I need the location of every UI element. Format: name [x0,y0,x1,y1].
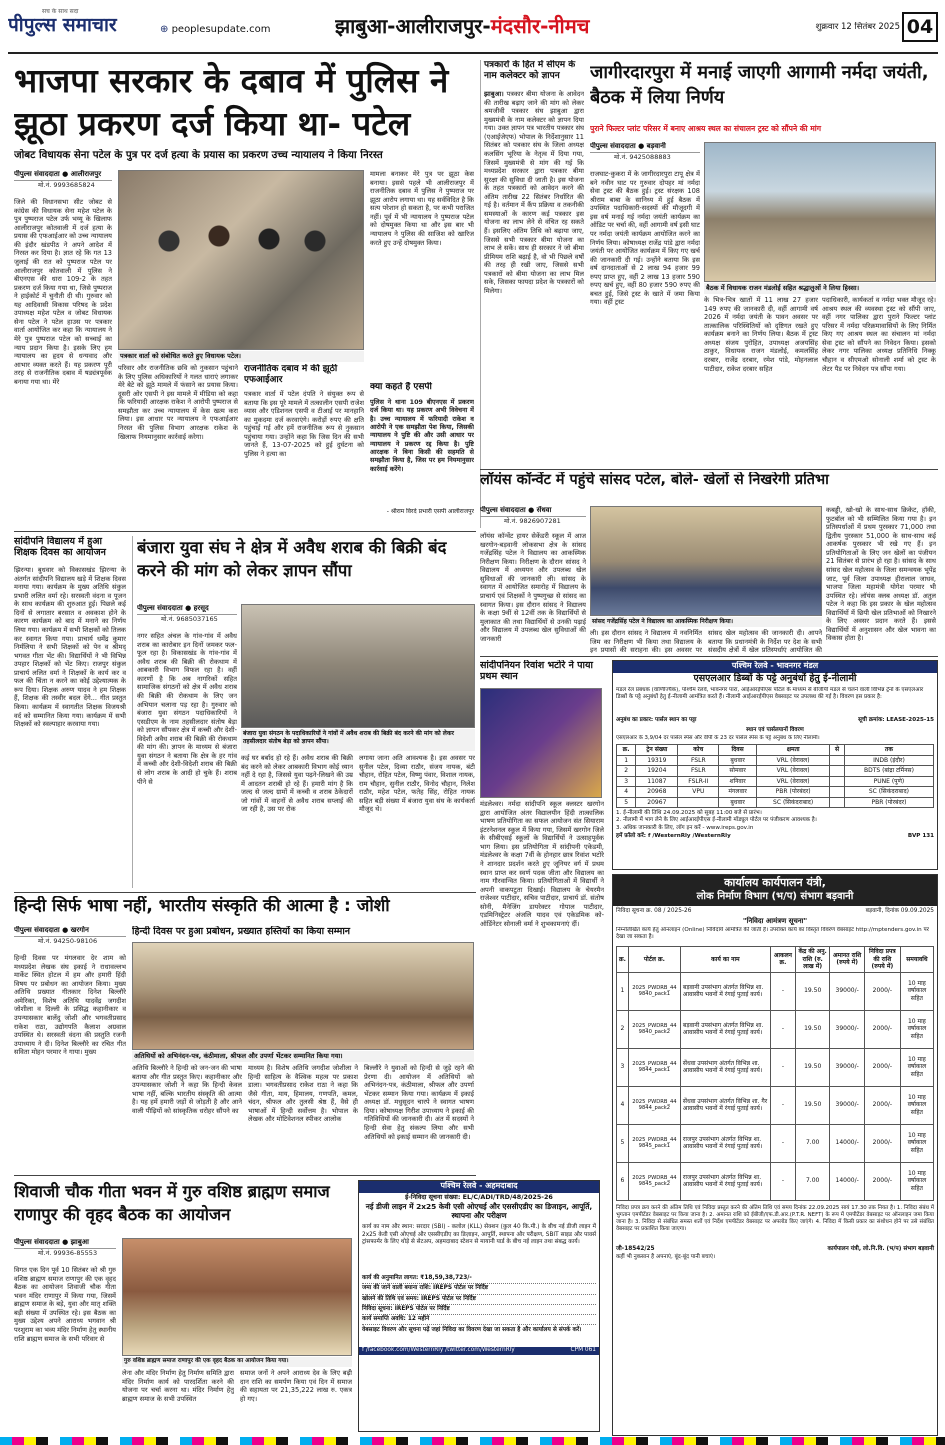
ad-bhavnagar-table-cell: बुधवार [719,797,757,808]
ad-bhavnagar [612,660,938,870]
sp-signoff: - श्रीराम विरदे प्रभारी एसपी आलीराजपुर [386,508,474,515]
shivaji-col-2: लेना और मंदिर निर्माण हेतु निर्माण समिति द्वारा मंदिर निर्माण कार्य को पारदर्शिता करने की योजना पर चर्चा करना था। मंदिर निर्माण हेतु ब्राह्मण समाज के सभी उपस्थित [122,1369,234,1403]
ad-ahmedabad-lines [359,1274,599,1325]
ad-pwd-table-col-header: अमानत राशि (रुपये में) [830,947,865,973]
ad-bhavnagar-title: एसएलआर डिब्बों के पट्टे अनुबंधों हेतु ई-नीलामी [693,673,857,684]
ad-pwd-table-cell: 2000/- [864,1048,900,1086]
ad-bhavnagar-table-col-header: दिवस [719,745,757,756]
logo-tagline: सच के साथ सदा [42,8,79,15]
ad-bhavnagar-table-cell: SC (सिकंदराबाद) [757,797,830,808]
ad-bhavnagar-table-cell: 4 [617,787,636,798]
hindi-col-1: हिन्दी दिवस पर मंगलवार देर शाम को मध्यप्रदेश लेखक संघ इकाई ने राधावल्लभ मार्केट स्थित होटल में हम और हमारी हिंदी विषय पर प्रबोधन का आयोजन किया। मुख्य अतिथि प्रख्यात गीतकार दिनेश बिल्लौरे अमेरिका, विशेष अतिथि यादवेंद्र जगदीश जोशीला व दिल्ली के प्रसिद्ध कहानीकार व उपन्यासकार बालेंदु जोशी और भगवतीप्रसाद राकेश राठा, उद्योगपति कैलाश अग्रवाल उपस्थित थे। सरस्वती वंदना की प्रस्तुति रजनी उपाध्याय ने दी। दिनेश बिल्लौरे का रचित गीत सविता मोहन परमार ने गाया। मुख्य [14,954,126,1057]
lead-subhead-2: राजनीतिक दबाव में की झूठी एफआईआर [244,364,338,385]
ad-pwd-table-col-header: केंद्र की अनु. राशि (रु. लाख में) [796,947,830,973]
ad-ahmedabad-line: खोलने की तिथि एवं समय: IREPS पोर्टल पर निर्दिष्ट [362,1295,596,1305]
photo-people-shapes [139,211,339,311]
lions-headline: लॉयंस कॉन्वेंट में पहुंचे सांसद पटेल, बोले- खेलों से निखरेगी प्रतिभा [480,472,829,488]
ad-pwd-table-cell: 7.00 [796,1162,830,1200]
ad-pwd-table-cell: 10 माह वर्षाकाल सहित [900,1162,933,1200]
ad-bhavnagar-table-cell: SC (सिकंदराबाद) [844,787,933,798]
ad-bhavnagar-table-cell: 19204 [636,766,678,777]
ad-pwd-table-col-header: समयावधि [900,947,933,973]
lions-mobile: मो.नं. 9826907281 [504,516,561,525]
ad-bhavnagar-table-row [617,766,934,777]
ad-bhavnagar-table-cell: PBR (पोरबंदर) [844,797,933,808]
ad-pwd-table-row [617,1124,934,1162]
narmada-col-3: पदाधिकारी, कार्यकर्ता व नर्मदा भक्त मौजूद रहे। आश्रय स्थल की व्यवस्था ट्रस्ट को सौंपी जाए, वहीं नगर पालिका द्वारा पुराने फिल्टर प्लांट परिसर में नर्मदा परिक्रमावासियों के लिए निर्मित किए गए आश्रय स्थल का संचालन मां नर्मदा सेवा ट्रस्ट को सौंपने का निवेदन किया। इसको लेकर नगर पालिका अध्यक्ष प्रतिनिधि निक्कू चौहान व सीएमओ सोनाली शर्मा को ट्रस्ट के लेटर पैड पर निवेदन पत्र सौंपा गया। [822,296,936,373]
lions-col-2: ली। इस दौरान सांसद ने विद्यालय में नवनिर्मित जिम का निरीक्षण भी किया तथा विद्यालय के इन प्रयासों की सराहना की। इस अवसर पर [590,629,702,654]
divider-banjara-hindi [14,892,476,893]
press-text: झाबुआ। पत्रकार बीमा योजना के आवेदन की तारीख बढ़ाए जाने की मांग को लेकर श्रमजीवी पत्रकार संघ झाबुआ द्वारा मुख्यमंत्री के नाम कलेक्टर को ज्ञापन दिया गया। उक्त ज्ञापन पत्र भारतीय पत्रकार संघ (एआईजेएफ) भोपाल के निर्देशानुसार 11 सितंबर को पत्रकार संघ के जिला अध्यक्ष कलसिंग भूरिया के नेतृत्व में दिया गया, जिसमें मुख्यमंत्री से मांग की गई कि मध्यप्रदेश सरकार द्वारा पत्रकार बीमा सुरक्षा की सुविधा दी जाती है। इस योजना के तहत पत्रकारों को आवेदन करने की अंतिम तारीख 22 सितंबर निर्धारित की गई है। वर्तमान में कैंप प्रक्रिया व तकनीकी समस्याओं के कारण कई पत्रकार इस योजना का लाभ लेने से वंचित रह सकते हैं। इसलिए अंतिम तिथि को बढ़ाया जाए, जिससे सभी पत्रकार बीमा योजना का लाभ ले सकें। साथ ही सरकार ने जो बीमा प्रीमियम राशि बढ़ाई है, वो भी पिछले वर्षों की तरह ही रखी जाए, जिससे सभी पत्रकारों को बीमा योजना का लाभ मिल सके, जिसका फायदा प्रदेश के पत्रकारों को मिलेगा। [484,90,584,295]
ad-bhavnagar-sub: स्थान एवं पार्सलयानों विवरण [746,727,804,733]
ad-pwd-table-row [617,1086,934,1124]
hindi-col-4: बिल्लौरे ने युवाओं को हिन्दी से जुड़े रहने की प्रेरणा दी। आयोजन में अतिथियों को अभिनंदन-पत्र, कंठीमाला, श्रीफल और उपर्णा भेंटकर सम्मान किया गया। कार्यक्रम में इकाई अध्यक्ष डॉ. मधुसूदन चारपे ने स्वागत भाषण दिया। कोषाध्यक्ष गिरीश उपाध्याय ने इकाई की गतिविधियों की जानकारी दी। अंत में सदस्यों ने हिन्दी सेवा हेतु संकल्प लिया और सभी अतिथियों को इकाई सम्मान की जानकारी दी। [364,1064,474,1141]
ad-pwd-refline: निविदा सूचना क्र. 08 / 2025-26 बड़वानी, दिनांक 09.09.2025 [616,908,934,914]
ad-pwd-table-cell: 2025_PWDRB_449845_pack1 [628,1124,680,1162]
hindi-story [14,896,476,1172]
shivaji-col-3: समाज जनों ने अपने आराध्य देव के लिए बढ़ी दान राशि का समर्पण किया एवं दिन में समाज की सहायता पर 21,35,222 लाख रु. एकत्र हो गए। [240,1369,352,1403]
narmada-photo-caption: बैठक में विधायक राजन मंडलोई सहित श्रद्धालुओं ने लिया हिस्सा। [704,283,936,294]
ad-pwd-table-cell: 39000/- [830,1086,865,1124]
banjara-col-3: लगाया जाना अति आवश्यक है। इस अवसर पर सुनील पटेल, दिव्या राठौर, संजय नायक, बंटी चौहान, रोहित पटेल, विष्णु पंवार, विशाल नायक, राम चौहान, सुनील राठौर, विनोद चौहान, निलेश राठौर, महेश पटेल, फतेह सिंह, रोहित नायक सहित बड़ी संख्या में बंजारा युवा संघ के कार्यकर्ता मौजूद थे। [359,754,475,814]
ad-pwd-table-cell: राजपुर उपसंभाग अंतर्गत विभिन्न शा. आवासीय भवनों में रंगाई पुताई कार्य। [680,1124,770,1162]
edition-title-red: मंदसौर-नीमच [490,14,590,38]
ad-pwd-table-cell: 7.00 [796,1124,830,1162]
ad-bhavnagar-table-cell [830,787,845,798]
banjara-photo [241,604,475,728]
shivaji-photo [122,1238,352,1356]
ad-pwd-table-cell: 2025_PWDRB_449844_pack2 [628,1086,680,1124]
shivaji-story [14,1180,354,1432]
ad-pwd-table-cell: 2000/- [864,1086,900,1124]
shivaji-headline: शिवाजी चौक गीता भवन में गुरु वशिष्ठ ब्राह्मण समाज राणापुर की वृहद बैठक का आयोजन [14,1182,330,1225]
ad-pwd-title-1: कार्यालय कार्यपालन यंत्री, [613,875,937,891]
sp-box-text: पुलिस ने थाना 109 बीएनएस में प्रकरण दर्ज किया था। यह प्रकरण अभी विवेचना में है। उच्च न्यायालय में फरियादी राकेश व आरोपी ने एक समझौता पेश किया, जिसकी न्यायालय ने पुष्टि की और उसी आधार पर न्यायालय ने प्रकरण रद्द किया है। पुष्टि आरक्षक ने बिना किसी की सहमति से समझौता किया है, जिस पर हम नियमानुसार कार्रवाई करेंगे। [370,398,474,473]
sandipanian-text: मंडलेश्वर। नर्मदा सांदीपनि स्कूल क्लस्टर खरगोन द्वारा आयोजित अंतर विद्यालयीन हिंदी तात्कालिक भाषण प्रतियोगिता का सफल आयोजन संत सियाराम इंटरनेशनल स्कूल में किया गया, जिसमें खरगोन जिले के सीबीएसई स्कूलों के विद्यार्थियों ने उत्साहपूर्वक भाग लिया। इस प्रतियोगिता में सांदीपनी एकेडमी, मंडलेश्वर के कक्षा 7वीं के होनहार छात्र रिवांश भटोरे ने शानदार प्रदर्शन करते हुए जूनियर वर्ग में प्रथम स्थान प्राप्त कर स्वर्ण पदक जीता और विद्यालय का नाम गौरवान्वित किया। प्रतियोगिताओं में विद्यार्थी ने अपनी वाकपटुता दिखाई। विद्यालय के चेयरमैन राजेश्वर पाटीदार, सचिव पाटीदार, प्राचार्य डॉ. संतोष सोनी, मैनेजिंग डायरेक्टर गोपाल पाटीदार, एडमिनिस्ट्रेटर अंजलि यादव एवं एकेडमिक को-ऑर्डिनेटर सोनाली वर्मा ने शुभकामनाएं दीं। [480,800,604,928]
narmada-story [590,60,938,468]
banjara-headline: बंजारा युवा संघ ने क्षेत्र में अवैध शराब की बिक्री बंद करने की मांग को लेकर ज्ञापन सौंपा [137,538,447,581]
ad-bhavnagar-table-cell: FSLR [678,766,719,777]
divider-lead-bottom [14,531,476,532]
ad-ahmedabad-line: कार्य समाप्ति अवधि: 12 महीने [362,1315,596,1325]
ad-bhavnagar-table-cell: 20967 [636,797,678,808]
hindi-mobile: मो.नं. 94250-98106 [38,936,98,945]
ad-bhavnagar-table-cell [830,766,845,777]
lead-photo-caption: पत्रकार वार्ता को संबोधित करते हुए विधायक पटेल। [118,351,364,362]
sandipanian-story [480,660,604,1250]
narmada-col-2: के भित्र-भित्र खातों में 11 लाख 27 हजार 149 रुपए की जानकारी दी, वहीं आगामी वर्ष 2026 में नर्मदा जयंती के पावन अवसर पर तात्कालिक परिस्थितियों को दृष्टिगत रखते हुए कार्यक्रम बनाने का निर्णय लिया। बैठक में ट्रस्ट अध्यक्ष संजय पुरोहित, उपाध्यक्ष अजयसिंह ठाकुर, विधायक राजन मंडलोई, कमलसिंह दरबार, राजेंद्र दरबार, रमेश पांडे, मोहनलाल पाटीदार, राकेश दरबार सहित [704,296,818,373]
lead-col-1: जिले की विधानसभा सीट जोबट से कांग्रेस की विधायक सेना महेश पटेल के पुत्र पुष्पराज पटेल उर्फ भय्यू के खिलाफ आलीराजपुर कोतवाली में दर्ज हत्या के प्रयास की एफआईआर को उच्च न्यायालय की इंदौर खंडपीठ ने अपने आदेश में निरस्त कर दिया है। ज्ञात रहे कि गत 13 जुलाई की रात को पुष्पराज पटेल पर आलीराजपुर कोतवाली में पुलिस ने बीएनएस की धारा 109-2 के तहत प्रकरण दर्ज किया गया था, जिसे पुष्पराज ने हाईकोर्ट में चुनौती दी थी। गुरुवार को यह आदिवासी विकास परिषद के प्रदेश उपाध्यक्ष महेश पटेल व जोबट विधायक सेना पटेल ने पटेल हाउस पर पत्रकार वार्ता आयोजित कर कहा कि न्यायालय ने मेरे पुत्र पुष्पराज पटेल को सच्चाई का न्याय प्रदान किया है। इसके लिए हम न्यायालय का हृदय से धन्यवाद और आभार व्यक्त करते हैं। यह प्रकरण पूरी तरह से राजनीतिक दबाव में षड्यंत्रपूर्वक बनाया गया था। मेरे [14,198,112,386]
ad-ahmedabad-footer-note: वेबसाइट विवरण और सूचना पढ़ें जहां निविदा का विवरण देखा जा सकता है और कार्यालय से संपर्क करें। [362,1327,582,1334]
shivaji-mobile: मो.नं. 99936-85553 [38,1248,98,1257]
ad-bhavnagar-note: 3. अधिक जानकारी के लिए, लॉग इन करें - www.ireps.gov.in [616,824,754,831]
hindi-byline: पीपुल्स संवाददाता ● खरगोन [14,926,126,937]
banjara-byline-block [137,604,237,630]
ad-bhavnagar-table-cell: VRL (वेरावल) [757,766,830,777]
ad-pwd-table-cell: 3 [617,1048,629,1086]
narmada-byline: पीपुल्स संवाददाता ● बड़वानी [590,142,700,153]
narmada-headline: जागीरदारपुरा में मनाई जाएगी आगामी नर्मदा जयंती, बैठक में लिया निर्णय [590,62,929,109]
ad-pwd-table-cell: 2025_PWDRB_449840_pack2 [628,1010,680,1048]
ad-pwd-table-cell: 6 [617,1162,629,1200]
ad-pwd-table-cell: बड़वानी उपसंभाग अंतर्गत विभिन्न शा. आवासीय भवनों में रंगाई पुताई कार्य। [680,972,770,1010]
ad-bhavnagar-note: 1. ई-नीलामी की तिथि 24.09.2025 को सुबह 11:00 बजे से प्रारंभ। [616,810,762,816]
ad-pwd-table-cell: 14000/- [830,1124,865,1162]
ad-bhavnagar-org: पश्चिम रेलवे - भावनगर मंडल [613,661,937,673]
ad-bhavnagar-table-cell: 3 [617,776,636,787]
shivaji-photo-caption: गुरु वशिष्ठ ब्राह्मण समाज राणापुर की एक वृहद बैठक का आयोजन किया गया। [122,1357,352,1367]
narmada-col-1: राजघाट-कुकरा में के जागीरदारपुरा टापू क्षेत्र में बने नवीन घाट पर गुरुवार दोपहर मां नर्मदा सेवा ट्रस्ट की बैठक हुई। ट्रस्ट संरक्षक 108 श्रीराम बाबा के सानिध्य में हुई बैठक में उपस्थित पदाधिकारी-सदस्यों की मौजूदगी में इस वर्ष मनाई गई नर्मदा जयंती कार्यक्रम का ऑडिट पर चर्चा की, वहीं आगामी वर्ष इसी घाट पर नर्मदा जयंती कार्यक्रम आयोजित करने का निर्णय लिया। कोषाध्यक्ष राजेंद्र पांडे द्वारा नर्मदा जयंती पर आयोजित कार्यक्रम में किए गए खर्च की जानकारी दी गई। उन्होंने बताया कि इस वर्ष दानदाताओं से 2 लाख 94 हजार 99 रुपए प्राप्त हुए, वहीं 2 लाख 13 हजार 590 रुपए खर्च हुए, वहीं 80 हजार 590 रुपए की बचत हुई, जिसे ट्रस्ट के खाते में जमा किया गया। वहीं ट्रस्ट [590,170,700,307]
shivaji-col-1: विगत एक दिन पूर्व 10 सितंबर को श्री गुरु वशिष्ठ ब्राह्मण समाज राणापुर की एक वृहद बैठक का आयोजन शिवाजी चौक गीता भवन मंदिर राणापुर में किया गया, जिसमें ब्राह्मण समाज के बड़े, युवा और मातृ शक्ति बड़ी संख्या में उपस्थित रहे। इस बैठक का मुख्य उद्देश्य अपने आराध्य भगवान श्री परशुराम का भव्य मंदिर निर्माण हेतु स्थानीय राशि ब्राह्मण समाज के सभी परिवार से [14,1266,116,1343]
press-story [480,60,584,528]
lead-subhead: जोबट विधायक सेना पटेल के पुत्र पर दर्ज हत्या के प्रयास का प्रकरण उच्च न्यायालय ने किया निरस्त [14,149,383,161]
ad-pwd-table-cell: सेंधवा उपसंभाग अंतर्गत विभिन्न शा. गैर आवासीय भवनों में रंगाई पुताई कार्य। [680,1086,770,1124]
ad-bhavnagar-table-row [617,755,934,766]
ad-bhavnagar-table-cell: 1 [617,755,636,766]
ad-bhavnagar-table-cell: 19319 [636,755,678,766]
ad-bhavnagar-table-cell: VPU [678,787,719,798]
ad-ahmedabad-line: जमा की जाने वाली बयाना राशि: IREPS पोर्टल पर निर्दिष्ट [362,1284,596,1294]
ad-bhavnagar-table-cell [830,755,845,766]
ad-bhavnagar-table-row [617,797,934,808]
lead-col-4: पत्रकार वार्ता में पटेल दंपति ने संयुक्त रूप से बताया कि इस पूरे मामले में तत्कालीन एसपी राजेश व्यास और एडिशनल एसपी व टीआई पर मानहानि का मुकदमा दर्ज करवाएंगे। करोड़ों रुपए की क्षति पहुंचाई गई और हमें राजनीतिक रूप से नुकसान पहुंचाया गया। उन्होंने कहा कि जिस दिन की सभी जानते हैं, 13-07-2025 को हुई दुर्घटना को पुलिस ने हत्या का [244,390,364,458]
divider-lions-siddhi [480,656,938,657]
banjara-col-1: नगर सहित अंचल के गांव-गांव में अवैध शराब का कारोबार इन दिनों जमकर फल-फूल रहा है। विकासखंड के गांव-गांव में अवैध शराब की बिक्री की रोकथाम में आबकारी विभाग विफल रहा है। वहीं कारणों है कि अब नागरिकों सहित सामाजिक संगठनों को क्षेत्र में अवैध शराब की बिक्री की रोकथाम के लिए जन अभियान चलाना पड़ रहा है। गुरुवार को बंजारा युवा संगठन पदाधिकारियों ने एसडीएम के नाम तहसीलदार संतोष बेड़ा को ज्ञापन सौंपकर क्षेत्र में कच्ची और देशी-विदेशी अवैध शराब की बिक्री की रोकथाम की मांग की। ज्ञापन के माध्यम से बंजारा युवा संगठन ने बताया कि क्षेत्र के हर गांव में कच्ची और देशी-विदेशी शराब की बिक्री से लोग शराब के आदी हो चुके हैं। शराब पीने से [137,632,237,786]
ad-pwd-table-cell: 10 माह वर्षाकाल सहित [900,1086,933,1124]
lead-byline-block [14,170,112,196]
ad-pwd-table-cell: 2025_PWDRB_449840_pack1 [628,972,680,1010]
lions-byline-block [480,506,586,530]
ad-bhavnagar-intro: मंडल रेल प्रबंधक (वाणिज्यिक), पश्चिम रेलवे, भावनगर पारा, आईआरईपीएस पोर्टल के माध्यम से बीजीपी मंडल से चलने वाली विभिन्न ट्रेनों के एसएलआर डिब्बों के पट्टे अनुबंधों हेतु ई-नीलामी आमंत्रित करते हैं। नीलामी आईआरईपीएस वेबसाइट पर उपलब्ध की गई है। विवरण इस प्रकार है: [616,687,924,700]
ad-ahmedabad-org: पश्चिम रेलवे - अहमदाबाद [359,1181,599,1193]
banjara-col-2: कई घर बर्बाद हो रहे हैं। अवैध शराब की बिक्री बंद करने को लेकर आबकारी विभाग कोई ध्यान नहीं दे रहा है, जिससे युवा पढ़ने-लिखने की उम्र में आदतन शराबी हो रहे हैं। हमारी मांग है कि जल्द से जल्द ग्रामों में कच्ची व शराब ठेकेदारों जो गांवों में वाहनों से अवैध शराब सप्लाई की जा रही है, उस पर रोक [241,754,353,814]
date-line: शुक्रवार 12 सितंबर 2025 [815,22,900,32]
ad-pwd-table-row [617,1010,934,1048]
ad-bhavnagar-table-col-header: ट्रेन संख्या [636,745,678,756]
ad-bhavnagar-table-cell: सोमवार [719,766,757,777]
ad-bhavnagar-table-col-header: क्षमता [757,745,830,756]
ad-bhavnagar-table-cell: VRL (वेरावल) [757,755,830,766]
ad-bhavnagar-table-col-header: से [830,745,845,756]
lions-col-1: लॉयंस कॉन्वेंट हायर सेकेंडरी स्कूल में आज खरगोन-बड़वानी लोकसभा क्षेत्र के सांसद गजेंद्रसिंह पटेल ने विद्यालय का आकस्मिक निरीक्षण किया। निरीक्षण के दौरान सांसद ने विद्यालय में अध्ययन और उपलब्ध खेल सुविधाओं की जानकारी ली। सांसद के स्वागत में आयोजित समारोह में विद्यालय के प्राचार्य एवं शिक्षकों ने पुष्पगुच्छ से सांसद का स्वागत किया। इस दौरान सांसद ने विद्यालय के कक्षा 9वीं से 12वीं तक के विद्यार्थियों से मुलाकात की तथा विद्यार्थियों से उनकी पढ़ाई और विद्यालय में उपलब्ध खेल सुविधाओं की जानकारी [480,532,586,643]
banjara-mobile: मो.नं. 9685037165 [161,614,218,623]
ad-bhavnagar-table-cell: VRL (वेरावल) [757,776,830,787]
ad-pwd-table-cell: - [770,1086,795,1124]
ad-pwd-table-cell: 10 माह वर्षाकाल सहित [900,972,933,1010]
ad-pwd-note: कहीं भी नुकसान है अपनाएं, बूंद-बूंद पानी बचाएं। [616,1253,716,1260]
ad-bhavnagar-table-cell: बुधवार [719,755,757,766]
ad-bhavnagar-table-cell: PUNE (पुणे) [844,776,933,787]
ad-pwd-table-cell: 39000/- [830,1010,865,1048]
edition-title [335,14,795,44]
ad-pwd-table-cell: 2025_PWDRB_449844_pack1 [628,1048,680,1086]
ad-pwd-table-cell: 19.50 [796,1086,830,1124]
ad-pwd-table-cell: 2000/- [864,1010,900,1048]
lead-story [14,60,476,528]
ad-pwd-footer: जी-18542/25 कार्यपालन यंत्री, लो.नि.वि. (भ/प) संभाग बड़वानी [616,1245,934,1252]
ad-bhavnagar-table-cell: INDB (इंदौर) [844,755,933,766]
ad-ahmedabad-line: कार्य की अनुमानित लागत: ₹18,59,38,723/- [362,1274,596,1284]
logo-text: पीपुल्स समाचार [8,13,117,36]
hindi-headline: हिन्दी सिर्फ भाषा नहीं, भारतीय संस्कृति की आत्मा है : जोशी [14,896,390,916]
ad-pwd-table-row [617,972,934,1010]
ad-bhavnagar-notes [613,809,937,833]
masthead-rule [8,52,938,54]
ad-pwd-table-cell: 1 [617,972,629,1010]
ad-bhavnagar-table-cell: 2 [617,766,636,777]
hindi-col-2: अतिथि बिल्लौरे ने हिन्दी को जन-जन की भाषा बताया और गीत प्रस्तुत किए। कहानीकार और उपन्यासकार जोशी ने कहा कि हिन्दी केवल भाषा नहीं, बल्कि भारतीय संस्कृति की आत्मा है। यह हमें हमारी जड़ों से जोड़ती है और आने वाली पीढ़ियों को सांस्कृतिक धरोहर सौंपने का [132,1064,242,1115]
banjara-byline: पीपुल्स संवाददाता ● हरसूद [137,604,237,615]
ad-bhavnagar-table-row [617,776,934,787]
lead-byline: पीपुल्स संवाददाता ● आलीराजपुर [14,170,112,181]
lions-col-4: कबड्डी, खो-खो के साथ-साथ क्रिकेट, हॉकी, फुटबॉल को भी सम्मिलित किया गया है। इन प्रतिस्पर्धाओं में प्रथम पुरस्कार 71,000 तथा द्वितीय पुरस्कार 51,000 के साथ-साथ कई आकर्षक पुरस्कार भी रखे गए हैं। इन प्रतियोगिताओं के लिए जन खेलों का पंजीयन 21 सितंबर से प्रारंभ हो रहा है। सांसद के साथ सांसद खेल महोत्सव के जिला समन्वयक भूपेंद्र जाट, पूर्व जिला उपाध्यक्ष हीरालाल जाधव, भाजपा जिला महामंत्री योगेश परमार भी उपस्थित रहे। लॉयंस क्लब अध्यक्ष डॉ. अतुल पटेल ने कहा कि इस प्रकार के खेल महोत्सव विद्यार्थियों में छिपी खेल प्रतिभाओं को निखारने के लिए अवसर प्रदान करते हैं। इससे विद्यार्थियों में अनुशासन और खेल भावना का विकास होता है। [826,506,936,643]
ad-bhavnagar-period: एसएलआर के 3,9/04 दर पार्सल स्पेस और वीपी के 23 दर पार्सल स्पेस के पट्टे अनुबंध के लिए नीलामी। [616,735,820,741]
ad-bhavnagar-table-col-header: कोच [678,745,719,756]
ad-bhavnagar-table-cell: 20968 [636,787,678,798]
banjara-story [132,536,476,888]
ad-pwd-intro: निम्नलिखित कार्य हेतु ऑनलाइन (Online) निविदायें आमंत्रित की जाती हैं। उपरोक्त कार्य का विस्तृत विवरण वेबसाइट http://mptenders.gov.in पर देखा जा सकता है। [616,927,929,940]
ad-pwd-table-cell: 19.50 [796,1010,830,1048]
lead-headline: भाजपा सरकार के दबाव में पुलिस ने झूठा प्रकरण दर्ज किया था- पटेल [14,61,449,143]
hindi-subhead: हिन्दी दिवस पर हुआ प्रबोधन, प्रख्यात हस्तियों का किया सम्मान [132,926,351,937]
narmada-byline-block [590,142,700,168]
ad-pwd-table-cell: 19.50 [796,972,830,1010]
hindi-byline-block [14,926,126,952]
ad-pwd-terms: निविदा प्रपत्र क्रय करने की अंतिम तिथि एवं निविदा प्रस्तुत करने की अंतिम तिथि एवं समय दिनांक 22.09.2025 सायं 17.30 तक नियत है। 1. निविदा संबंध में भुगतान एमपीटेंडर वेबसाइट पर किया जाना है। 2. अमानत राशि को ईबीजी/एफ.डी.आर.(P.T.R. NEFT) के रूप में एमपीटेंडर वेबसाइट पर ऑनलाइन जमा किया जाना है। 3. निविदा से संबंधित समस्त शर्तों एवं निर्देश एमपीटेंडर वेबसाइट पर अपलोड किए जाएंगे। 4. निविदा में किसी प्रकार का संशोधन होने पर उसे संबंधित वेबसाइट पर प्रकाशित किया जाएगा। [616,1204,934,1232]
ad-pwd-table-col-header: निविदा प्रपत्र की राशि (रुपये में) [864,947,900,973]
ad-bhavnagar-table-cell: 5 [617,797,636,808]
ad-bhavnagar-footer: हमें फ़ॉलो करें: f /WesternRly /WesternRly BVP 131 [616,832,934,839]
ad-pwd-table-cell: 10 माह वर्षाकाल सहित [900,1048,933,1086]
ad-pwd-table-cell: 2000/- [864,972,900,1010]
lions-col-3: सांसद खेल महोत्सव की जानकारी दी। आपने बताया कि प्रधानमंत्री के निर्देश पर देश के सभी संसदीय क्षेत्रों में खेल प्रतिस्पर्धाएं आयोजित की [708,629,822,654]
website-link[interactable]: ⊕ peoplesupdate.com [160,24,271,35]
ad-pwd-table-cell: 4 [617,1086,629,1124]
ad-pwd-table-cell: बड़वानी उपसंभाग अंतर्गत विभिन्न शा. आवासीय भवनों में रंगाई पुताई कार्य। [680,1010,770,1048]
lions-byline: पीपुल्स संवाददाता ● सेंधवा [480,506,586,517]
ad-bhavnagar-table-cell: मंगलवार [719,787,757,798]
ad-bhavnagar-note: 2. नीलामी में भाग लेने के लिए आईआरईपीएस ई-नीलामी मॉड्यूल पोर्टल पर पंजीकरण आवश्यक है। [616,817,817,824]
lead-col-3: मामला बनाकर मेरे पुत्र पर झूठा केस बनाया। इससे पहले भी आलीराजपुर में राजनीतिक दबाव में पुलिस ने पुष्पराज पर झूठा आरोप लगाया था। यह सर्वविदित है कि सत्य परेशान हो सकता है, पर कभी पराजित नहीं। पूर्व में भी न्यायालय ने पुष्पराज पटेल को दोषमुक्त किया था और इस बार भी न्यायालय ने पुलिस की साजिश को खारिज करते हुए उन्हें दोषमुक्त किया। [370,170,474,247]
ad-pwd-table-row [617,1162,934,1200]
hindi-photo [132,942,474,1050]
ad-bhavnagar-table-cell [678,797,719,808]
ad-bhavnagar-table-row [617,787,934,798]
sandipanian-photo [480,688,602,798]
banjara-photo-caption: बंजारा युवा संगठन के पदाधिकारियों ने गांवों में अवैध शराब की बिक्री बंद करने की मांग को लेकर तहसीलदार संतोष बेड़ा को ज्ञापन सौंपा। [241,729,475,751]
ad-pwd [612,874,938,1436]
ad-bhavnagar-table-cell [830,797,845,808]
ad-pwd-table-row [617,1048,934,1086]
ad-pwd-table-col-header: आकलन क्र. [770,947,795,973]
ad-pwd-table-cell: सेंधवा उपसंभाग अंतर्गत विभिन्न शा. आवासीय भवनों में रंगाई पुताई कार्य। [680,1048,770,1086]
ad-pwd-table-cell: 2 [617,1010,629,1048]
ad-pwd-table-cell: 39000/- [830,972,865,1010]
ad-bhavnagar-table-cell: 11087 [636,776,678,787]
ad-pwd-table-cell: - [770,1010,795,1048]
ad-pwd-table-cell: - [770,972,795,1010]
ad-ahmedabad [358,1180,600,1432]
ad-pwd-table-col-header: क्र. [617,947,629,973]
ad-ahmedabad-title: नई डीजी लाइन में 2x25 केवी एसी ओएचई और एससीएडीए का डिजाइन, आपूर्ति, स्थापना और परीक्षण [365,1202,593,1221]
ad-pwd-table-cell: 5 [617,1124,629,1162]
sandipani-text: झिरन्या। बुधवार को विकासखंड झिरन्या के अंतर्गत सांदीपनि विद्यालय खड़े में शिक्षक दिवस मनाया गया। कार्यक्रम के मुख्य अतिथि संकुल प्रभारी ललित वर्मा रहे। सरस्वती वंदना व पूजन के साथ कार्यक्रम की शुरुआत हुई। पिछले कई दिनों से लगातार बरसात व अवकाश होने के कारण कार्यक्रम को बाद में मनाने का निर्णय लिया गया। कार्यक्रम में सभी शिक्षकों को तिलक कर स्वागत किया गया। प्राचार्य धर्मेंद्र कुमार निर्मलिया ने सभी शिक्षकों को पेन व श्रीमद् भगवत गीता भेंट की। विद्यार्थियों ने भी विभिन्न उपहार शिक्षकों को भेंट किए। राजपुर संकुल प्राचार्य ललित वर्मा ने शिक्षकों के कार्य कर व फल की चिंता न करने का कोई उद्देश्यात्मक के रूप दिया। शिक्षक अरुण यादव ने हम शिक्षक हैं, शिक्षक की तस्वीर बदल देंगे... गीत प्रस्तुत किया। कार्यक्रम में स्वागतीत शिक्षक विजयश्री वर्द को सम्मानित किया गया। कार्यक्रम में सभी शिक्षकों को स्वल्पाहार करवाया गया। [14,566,126,729]
ad-bhavnagar-table-cell: FSLR [678,755,719,766]
sandipani-headline: सांदीपनि विद्यालय में हुआ शिक्षक दिवस का आयोजन [14,536,106,559]
ad-ahmedabad-notice: ई-निविदा सूचना संख्या: EL/C/ADI/TRD/48/2025-26 [405,1193,553,1201]
ad-pwd-table [616,946,934,1201]
lions-photo [590,506,822,616]
shivaji-byline: पीपुल्स संवाददाता ● झाबुआ [14,1238,116,1249]
ad-bhavnagar-catalog: अनुबंध का प्रकार: पार्सल स्थान का पट्टा सूची क्रमांक: LEASE-2025-15 [616,717,934,723]
ad-bhavnagar-table-cell: FSLR-II [678,776,719,787]
ad-pwd-table-cell: - [770,1162,795,1200]
ad-bhavnagar-table-header [617,745,934,756]
ad-bhavnagar-table-cell: BDTS (बांद्रा टर्मिनस) [844,766,933,777]
ad-bhavnagar-table-cell: PBR (पोरबंदर) [757,787,830,798]
ad-pwd-table-cell: 2000/- [864,1124,900,1162]
ad-pwd-table-cell: 14000/- [830,1162,865,1200]
ad-pwd-table-cell: - [770,1124,795,1162]
ad-ahmedabad-body: कार्य का नाम और स्थान: सरदार (SBI) - कलोल (KLL) सेक्शन (कुल 40 कि.मी.) के बीच नई डीजी लाइन में 2x25 केवी एसी ओएचई और एससीएडीए का डिज़ाइन, आपूर्ति, स्थापना और परीक्षण, SBIT साइड और पावर्स ट्रांसफार्मर के लिए थोड़े से सेटअप, अहमदाबाद स्टेशन से मायानी यार्ड के बीच नई लाइन तथा संबद्ध कार्य। [362,1224,596,1246]
globe-icon: ⊕ [160,24,172,35]
ad-pwd-table-cell: - [770,1048,795,1086]
sandipanian-headline: सांदीपनियन रिवांश भटोरे ने पाया प्रथम स्थान [480,660,593,683]
ad-pwd-table-cell: 10 माह वर्षाकाल सहित [900,1010,933,1048]
lead-col-2: परिवार और राजनीतिक छवि को नुकसान पहुंचाने के लिए पुलिस अधिकारियों ने गलत धाराएं लगाकर मेरे बेटे को झूठे मामले में फंसाने का प्रयास किया। दूसरी ओर एसपी ने इस मामले में मीडिया को कहा कि फरियादी आरक्षक राकेश ने आरोपी पुष्पराज से समझौता कर उच्च न्यायालय में केस खत्म करा लिया। इस आधार पर न्यायालय ने एफआईआर निरस्त की पुलिस विभाग आरक्षक राकेश के खिलाफ नियमानुसार कार्रवाई करेगा। [118,364,238,441]
ad-pwd-table-col-header: कार्य का नाम [680,947,770,973]
lions-story [480,472,938,654]
shivaji-byline-block [14,1238,116,1264]
ad-bhavnagar-table-cell: शनिवार [719,776,757,787]
masthead-logo [8,8,158,42]
narmada-photo [704,142,936,282]
lions-photo-caption: सांसद गजेंद्रसिंह पटेल ने विद्यालय का आकस्मिक निरीक्षण किया। [590,617,822,627]
press-headline: पत्रकारों के हित में सीएम के नाम कलेक्टर को ज्ञापन [484,60,576,81]
ad-pwd-table-col-header: पोर्टल क्र. [628,947,680,973]
ad-pwd-table-cell: 19.50 [796,1048,830,1086]
ad-bhavnagar-table-col-header: तक [844,745,933,756]
narmada-mobile: मो.नं. 9425088883 [614,152,671,161]
page-number: 04 [902,12,938,42]
edition-title-prefix: झाबुआ-आलीराजपुर- [335,14,491,38]
ad-bhavnagar-table-col-header: क्र. [617,745,636,756]
sandipani-story [14,536,126,888]
lead-photo [118,170,364,350]
hindi-photo-caption: अतिथियों को अभिनंदन-पत्र, कंठीमाला, श्रीफल और उपर्णा भेंटकर सम्मानित किया गया। [132,1051,474,1062]
color-registration-bar [0,1437,945,1445]
ad-pwd-table-cell: 2025_PWDRB_449845_pack2 [628,1162,680,1200]
ad-pwd-table-cell: 2000/- [864,1162,900,1200]
divider-hindi-shivaji [14,1175,476,1176]
ad-bhavnagar-table [616,744,934,808]
ad-pwd-table-header [617,947,934,973]
hindi-col-3: माध्यम है। विशेष अतिथि जगदीश जोशीला ने हिन्दी साहित्य के वैश्विक महत्व पर प्रकाश डाला। भगवतीप्रसाद राकेश राठा ने कहा कि जैसे गीता, माय, हिमालय, गणपति, कमल, चंदन, श्रीफल और तुलसी श्रेष्ठ हैं, वैसे ही भाषाओं में हिन्दी सर्वोत्तम है। भोपाल के लेखक और मोटिवेशनल स्पीकर आलोक [248,1064,358,1124]
ad-pwd-title-2: लोक निर्माण विभाग (भ/प) संभाग बड़वानी [613,891,937,906]
ad-pwd-tag: "निविदा आमंत्रण सूचना" [742,917,808,925]
narmada-subhead: पुराने फिल्टर प्लांट परिसर में बनाए आश्रय स्थल का संचालन ट्रस्ट को सौंपने की मांग [590,124,822,133]
divider-narmada-lions [480,469,938,470]
ad-pwd-table-cell: 39000/- [830,1048,865,1086]
ad-bhavnagar-table-cell [830,776,845,787]
ad-pwd-table-cell: राजपुर उपसंभाग अंतर्गत विभिन्न शा. आवासीय भवनों में रंगाई पुताई कार्य। [680,1162,770,1200]
masthead [0,0,945,56]
ad-pwd-table-cell: 10 माह वर्षाकाल सहित [900,1124,933,1162]
ad-ahmedabad-footer: f /facebook.com/WesternRly /twitter.com/WesternRly CPM 061 [359,1347,599,1354]
sp-box-title: क्या कहते हैं एसपी [370,382,432,392]
lead-mobile: मो.नं. 9993685824 [38,180,95,189]
ad-ahmedabad-line: निविदा सूचना: IREPS पोर्टल पर निर्दिष्ट [362,1305,596,1315]
